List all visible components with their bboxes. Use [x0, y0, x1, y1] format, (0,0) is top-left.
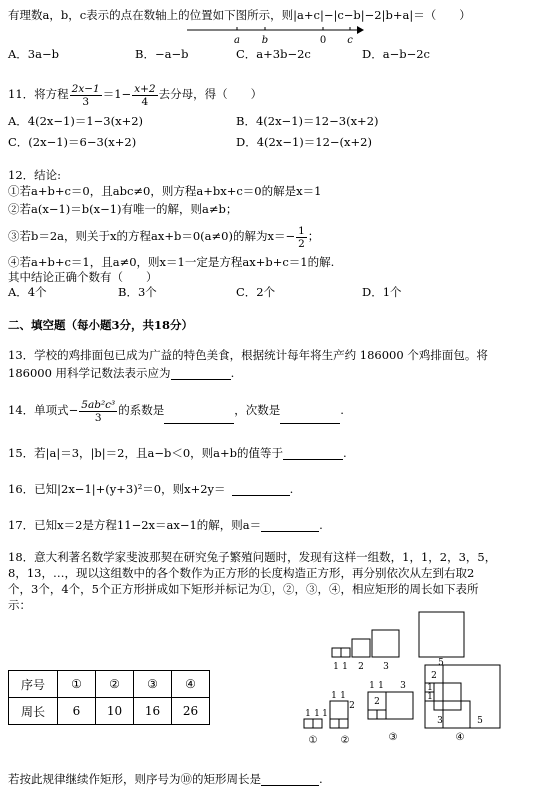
svg-text:1: 1 — [427, 692, 433, 702]
q18-line2: 8，13，…，现以这组数中的各个数作为正方形的长度构造正方形，再分别依次从左到右取2 — [8, 566, 475, 580]
q18-line1: 18．意大利著名数学家斐波那契在研究兔子繁殖问题时，发现有这样一组数，1，1，2，3，5， — [8, 550, 497, 564]
table-cell: ① — [58, 671, 96, 698]
q18-line3: 个，3个，4个，5个正方形拼成如下矩形并标记为①，②，③，④，相应矩形的周长如下表所 — [8, 582, 479, 596]
q11-stem: 11．将方程 $\frac{2x-1}{3}$ ＝1− $\frac{x+2}{4}$ 去分母，得（ ） — [8, 82, 263, 108]
q10-stem: 有理数a，b，c表示的点在数轴上的位置如下图所示，则|a+c|−|c−b|−2|b+a|＝（ ） — [8, 8, 471, 22]
number-line — [185, 22, 365, 46]
q11-opt-b: B．4(2x−1)＝12−3(x+2) — [236, 114, 379, 128]
svg-text:1: 1 — [314, 709, 320, 719]
q13-line1: 13．学校的鸡排面包已成为广益的特色美食，根据统计每年将生产约 186000 个鸡排面包。将 — [8, 348, 488, 362]
fibonacci-squares-figure — [290, 598, 510, 750]
svg-text:2: 2 — [349, 701, 355, 711]
answer-blank[interactable] — [261, 519, 319, 532]
answer-blank[interactable] — [164, 411, 234, 424]
q17-stem: 17．已知x＝2是方程11−2x＝ax−1的解，则a＝ . — [8, 518, 323, 532]
svg-text:3: 3 — [383, 662, 389, 672]
svg-text:2: 2 — [431, 671, 437, 681]
axis-zero: 0 — [319, 35, 327, 46]
mark-4: ④ — [455, 732, 465, 743]
q10-opt-d: D．a−b−2c — [362, 47, 430, 61]
axis-a: a — [234, 35, 240, 46]
q18-end: 若按此规律继续作矩形，则序号为⑩的矩形周长是 . — [8, 772, 323, 786]
mark-3: ③ — [388, 732, 398, 743]
table-cell: 周长 — [9, 698, 58, 725]
q12-s2: ②若a(x−1)＝b(x−1)有唯一的解，则a≠b； — [8, 202, 238, 216]
svg-text:2: 2 — [374, 697, 380, 707]
q12-s1: ①若a+b+c＝0，且abc≠0，则方程a+bx+c＝0的解是x＝1 — [8, 184, 322, 198]
svg-text:1: 1 — [333, 662, 339, 672]
table-cell: ③ — [134, 671, 172, 698]
svg-text:5: 5 — [477, 716, 483, 726]
q12-s3: ③若b＝2a，则关于x的方程ax+b＝0(a≠0)的解为x＝− $\frac{1}{2}$ ； — [8, 224, 320, 250]
answer-blank[interactable] — [171, 367, 231, 380]
q12-opt-d: D．1个 — [362, 285, 402, 299]
q10-opt-a: A．3a−b — [8, 47, 59, 61]
answer-blank[interactable] — [280, 411, 340, 424]
answer-blank[interactable] — [283, 447, 343, 460]
q12-opt-b: B．3个 — [118, 285, 157, 299]
svg-text:1: 1 — [427, 683, 433, 693]
svg-text:1: 1 — [369, 681, 375, 691]
q14-stem: 14．单项式− $\frac{\text{5ab²c³}}{3}$ 的系数是 ，次数是 . — [8, 398, 344, 424]
q18-line4: 示： — [8, 598, 31, 612]
svg-text:3: 3 — [437, 716, 443, 726]
q12-stem: 12．结论: — [8, 168, 62, 182]
table-cell: 6 — [58, 698, 96, 725]
table-cell: 26 — [172, 698, 210, 725]
table-row — [9, 671, 210, 698]
q10-opt-b: B．−a−b — [135, 47, 189, 61]
arrow-icon — [357, 26, 364, 34]
answer-blank[interactable] — [232, 483, 290, 496]
table-cell: 10 — [96, 698, 134, 725]
svg-text:1: 1 — [331, 691, 337, 701]
q10-opt-c: C．a+3b−2c — [236, 47, 311, 61]
mark-2: ② — [340, 735, 350, 746]
table-cell: 序号 — [9, 671, 58, 698]
svg-text:2: 2 — [358, 662, 364, 672]
perimeter-table — [8, 670, 210, 725]
axis-c: c — [347, 35, 353, 46]
q16-stem: 16．已知|2x−1|+(y+3)²＝0，则x+2y＝ . — [8, 482, 294, 496]
svg-text:1: 1 — [322, 709, 328, 719]
svg-text:1: 1 — [378, 681, 384, 691]
table-row — [9, 698, 210, 725]
q15-stem: 15．若|a|＝3，|b|＝2，且a−b＜0，则a+b的值等于 . — [8, 446, 347, 460]
axis-b: b — [261, 35, 269, 46]
q13-line2: 186000 用科学记数法表示应为 . — [8, 366, 235, 380]
q11-opt-c: C．(2x−1)＝6−3(x+2) — [8, 135, 137, 149]
q11-opt-d: D．4(2x−1)＝12−(x+2) — [236, 135, 372, 149]
svg-text:3: 3 — [400, 681, 406, 691]
q11-opt-a: A．4(2x−1)＝1−3(x+2) — [8, 114, 144, 128]
section-title: 二、填空题（每小题3分，共18分） — [8, 318, 194, 332]
svg-text:1: 1 — [305, 709, 311, 719]
q12-opt-c: C．2个 — [236, 285, 276, 299]
svg-text:1: 1 — [340, 691, 346, 701]
q12-s4: ④若a+b+c＝1，且a≠0，则x＝1一定是方程ax+b+c＝1的解. — [8, 255, 335, 269]
q12-opt-a: A．4个 — [8, 285, 47, 299]
answer-blank[interactable] — [261, 773, 319, 786]
table-cell: 16 — [134, 698, 172, 725]
q12-s5: 其中结论正确个数有（ ） — [8, 270, 158, 284]
table-cell: ④ — [172, 671, 210, 698]
svg-text:5: 5 — [438, 658, 444, 668]
table-cell: ② — [96, 671, 134, 698]
svg-text:1: 1 — [342, 662, 348, 672]
mark-1: ① — [308, 735, 318, 746]
